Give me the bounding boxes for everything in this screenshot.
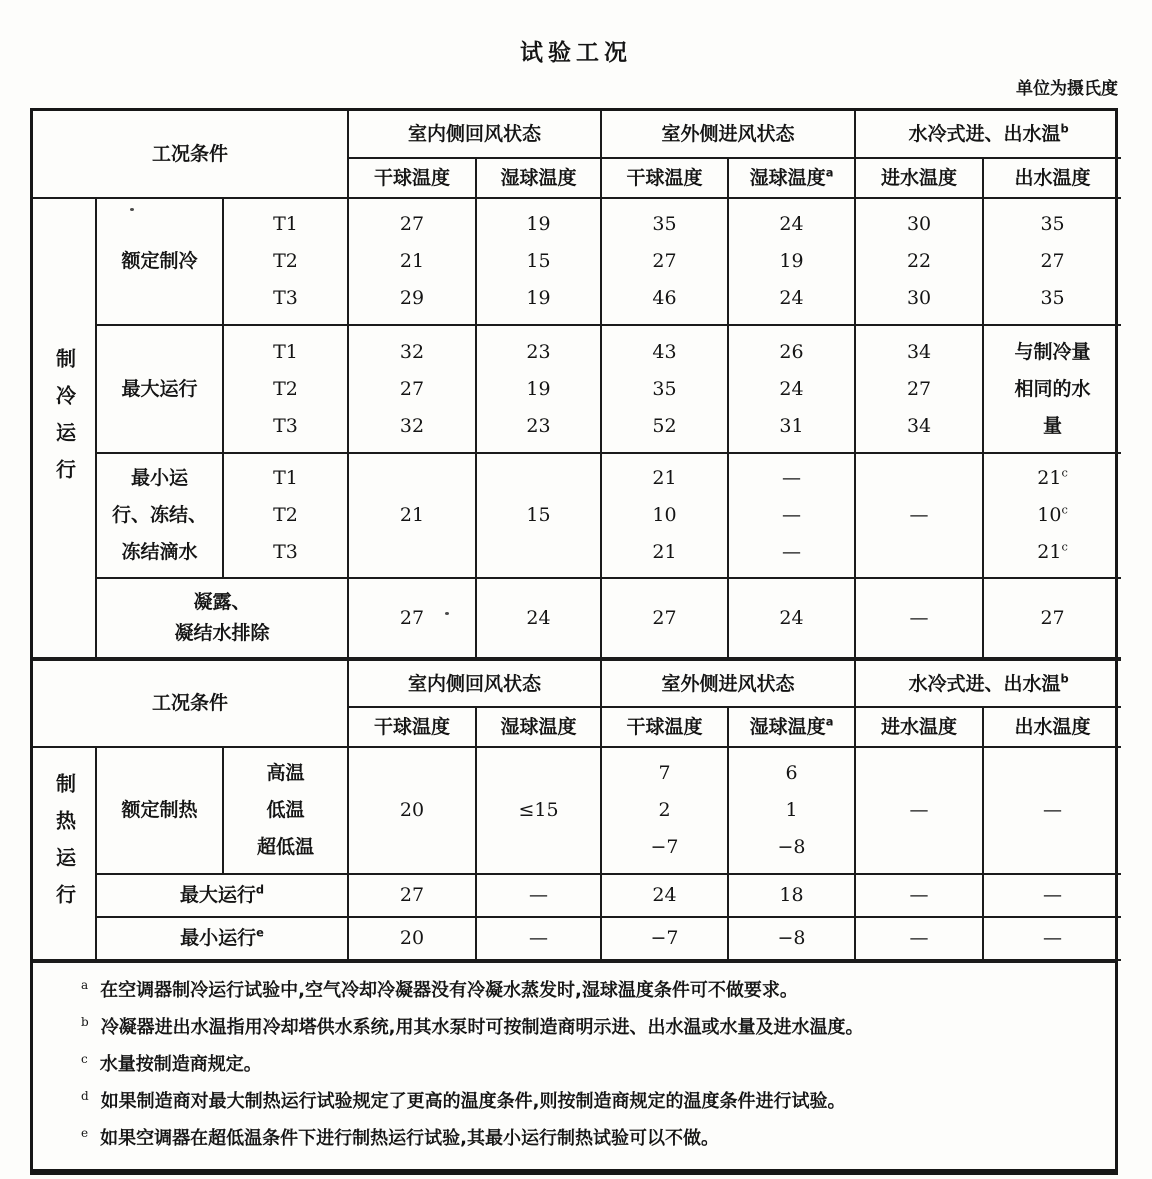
header-condition-label: 工况条件 (33, 660, 348, 747)
header-col-outdoor-wet-bulb: 湿球温度$^a$ (728, 158, 855, 198)
footnote-a (81, 979, 1091, 1003)
value-cell: 27 (348, 578, 476, 658)
footnote-text: 冷凝器进出水温指用冷却塔供水系统,用其水泵时可按制造商明示进、出水温或水量及进水温度。 (100, 1017, 864, 1038)
sub-label-climate-types: T1 T2 T3 (223, 453, 348, 578)
value-cell: — (855, 747, 983, 874)
value-cell: 26 24 31 (728, 325, 855, 453)
value-cell: 43 35 52 (601, 325, 728, 453)
value-cell: 34 27 34 (855, 325, 983, 453)
value-cell: 21 10 21 (601, 453, 728, 578)
value-cell: −7 (601, 917, 728, 960)
value-cell: 27 (983, 578, 1121, 658)
row-label-maximum-operation: 最大运行 (96, 325, 223, 453)
header-col-outlet-water-temp: 出水温度 (983, 158, 1121, 198)
side-label-cooling-operation (33, 198, 96, 658)
value-cell: 21 (348, 453, 476, 578)
value-cell: 27 21 29 (348, 198, 476, 325)
value-cell: 35 27 35 (983, 198, 1121, 325)
footnote-text: 如果空调器在超低温条件下进行制热运行试验,其最小运行制热试验可以不做。 (100, 1128, 719, 1149)
value-cell: 27 (348, 874, 476, 917)
value-cell: 24 (728, 578, 855, 658)
row-label-maximum-heating: 最大运行$^d$ (96, 874, 348, 917)
cooling-section-table (33, 111, 1121, 659)
footnote-e (81, 1127, 1091, 1151)
header-group-indoor-return-air: 室内侧回风状态 (348, 660, 601, 707)
value-cell: 7 2 −7 (601, 747, 728, 874)
value-cell: — (855, 917, 983, 960)
header-group-outdoor-inlet-air: 室外侧进风状态 (601, 660, 855, 707)
header-col-outdoor-wet-bulb: 湿球温度$^a$ (728, 707, 855, 747)
row-label-condensation-removal: 凝露、 凝结水排除 (96, 578, 348, 658)
side-label-heating-text: 制热运行 (52, 773, 77, 921)
header-condition-label: 工况条件 (33, 111, 348, 198)
value-cell: — (983, 747, 1121, 874)
header-col-indoor-wet-bulb: 湿球温度 (476, 158, 601, 198)
value-cell: 19 15 19 (476, 198, 601, 325)
value-cell: 20 (348, 747, 476, 874)
value-cell: — (983, 874, 1121, 917)
value-cell: — — — (728, 453, 855, 578)
value-cell: 15 (476, 453, 601, 578)
footnote-text: 在空调器制冷运行试验中,空气冷却冷凝器没有冷凝水蒸发时,湿球温度条件可不做要求。 (100, 980, 798, 1001)
value-cell: 35 27 46 (601, 198, 728, 325)
test-conditions-table (30, 108, 1118, 1175)
header-col-indoor-dry-bulb: 干球温度 (348, 158, 476, 198)
footnote-marker: c (81, 1052, 88, 1066)
value-cell: — (855, 453, 983, 578)
value-cell: −8 (728, 917, 855, 960)
sub-label-climate-types: T1 T2 T3 (223, 198, 348, 325)
table-title: 试验工况 (520, 40, 632, 66)
footnote-b (81, 1016, 1091, 1040)
footnote-text: 如果制造商对最大制热运行试验规定了更高的温度条件,则按制造商规定的温度条件进行试验。 (100, 1091, 846, 1112)
header-group-water-cooled-temps: 水冷式进、出水温$^b$ (855, 660, 1121, 707)
value-cell: — (983, 917, 1121, 960)
footnote-marker: b (81, 1015, 89, 1029)
header-col-indoor-wet-bulb: 湿球温度 (476, 707, 601, 747)
value-cell: 23 19 23 (476, 325, 601, 453)
sub-label-temperature-levels: 高温 低温 超低温 (223, 747, 348, 874)
side-label-heating-operation (33, 747, 96, 960)
value-cell: 30 22 30 (855, 198, 983, 325)
value-cell: 24 19 24 (728, 198, 855, 325)
header-col-indoor-dry-bulb: 干球温度 (348, 707, 476, 747)
value-cell: ≤15 (476, 747, 601, 874)
value-cell: — (476, 874, 601, 917)
header-group-outdoor-inlet-air: 室外侧进风状态 (601, 111, 855, 158)
value-cell: 6 1 −8 (728, 747, 855, 874)
footnote-marker: a (81, 978, 89, 992)
row-label-rated-cooling: 额定制冷 (96, 198, 223, 325)
heating-section-table (33, 659, 1121, 961)
side-label-cooling-text: 制冷运行 (52, 347, 77, 496)
value-cell: 24 (476, 578, 601, 658)
value-cell: — (855, 578, 983, 658)
header-group-indoor-return-air: 室内侧回风状态 (348, 111, 601, 158)
footnote-d (81, 1090, 1091, 1114)
value-cell: 21$^c$ 10$^c$ 21$^c$ (983, 453, 1121, 578)
value-cell: 32 27 32 (348, 325, 476, 453)
row-label-minimum-operation-freezing: 最小运 行、冻结、 冻结滴水 (96, 453, 223, 578)
header-col-outdoor-dry-bulb: 干球温度 (601, 707, 728, 747)
footnote-c (81, 1053, 1091, 1077)
footnote-marker: d (81, 1089, 89, 1103)
footnote-text: 水量按制造商规定。 (99, 1054, 262, 1075)
footnotes (33, 961, 1115, 1169)
header-col-inlet-water-temp: 进水温度 (855, 158, 983, 198)
scan-speck (445, 612, 449, 615)
unit-note: 单位为摄氏度 (1016, 79, 1118, 99)
value-cell: — (855, 874, 983, 917)
value-cell: 18 (728, 874, 855, 917)
header-col-outdoor-dry-bulb: 干球温度 (601, 158, 728, 198)
value-cell: 24 (601, 874, 728, 917)
row-label-minimum-heating: 最小运行$^e$ (96, 917, 348, 960)
scan-speck (130, 208, 134, 211)
row-label-rated-heating: 额定制热 (96, 747, 223, 874)
value-cell: 20 (348, 917, 476, 960)
header-col-outlet-water-temp: 出水温度 (983, 707, 1121, 747)
footnote-marker: e (81, 1126, 89, 1140)
sub-label-climate-types: T1 T2 T3 (223, 325, 348, 453)
header-col-inlet-water-temp: 进水温度 (855, 707, 983, 747)
header-group-water-cooled-temps: 水冷式进、出水温$^b$ (855, 111, 1121, 158)
value-cell: — (476, 917, 601, 960)
value-cell: 27 (601, 578, 728, 658)
value-cell-water-quantity-note: 与制冷量 相同的水 量 (983, 325, 1121, 453)
